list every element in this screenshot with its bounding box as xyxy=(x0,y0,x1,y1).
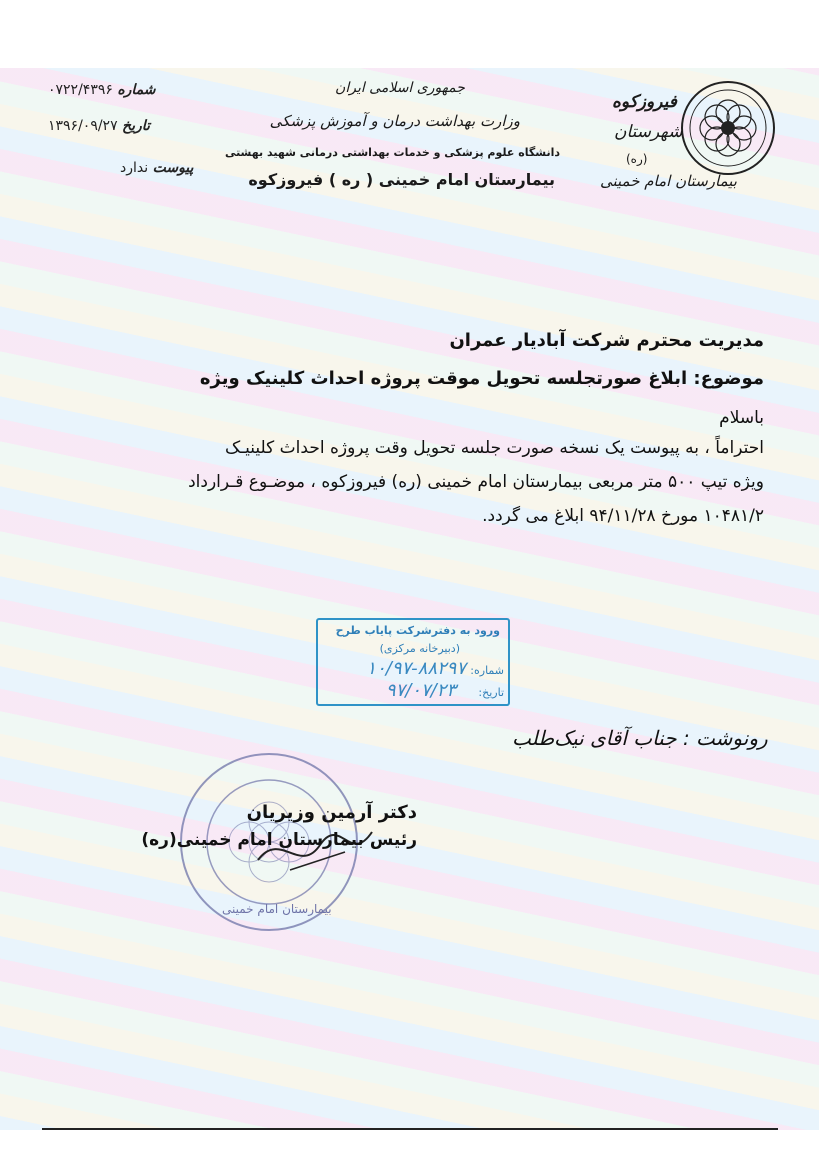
header-line-hospital: بیمارستان امام خمینی ( ره ) فیروزکوه xyxy=(248,170,555,189)
signatory-name: دکتر آرمین وزیریان xyxy=(246,802,417,823)
footer-divider xyxy=(42,1128,778,1130)
attachment-value: ندارد xyxy=(120,160,149,176)
logo-text-firuzkuh: فیروزکوه xyxy=(612,92,677,112)
bottom-margin xyxy=(0,1130,819,1161)
stamp-number-label: شماره: xyxy=(470,664,504,677)
date-value: ۱۳۹۶/۰۹/۲۷ xyxy=(48,118,118,134)
stamp-date-value: ۹۷/۰۷/۲۳ xyxy=(385,680,456,701)
signatory-title: رئیس بیمارستان امام خمینی(ره) xyxy=(141,830,417,850)
stamp-date-label: تاریخ: xyxy=(478,686,504,699)
cc-note: رونوشت : جناب آقای نیک‌طلب xyxy=(512,726,768,750)
body-line-2: ویژه تیپ ۵۰۰ متر مربعی بیمارستان امام خمینی (ره) فیروزکوه ، موضـوع قـرارداد xyxy=(188,472,764,492)
header-line-ministry: وزارت بهداشت درمان و آموزش پزشکی xyxy=(269,112,520,130)
signature-scribble-icon xyxy=(250,820,380,880)
number-label: شماره xyxy=(117,82,156,98)
header-line-university: دانشگاه علوم پزشکی و خدمات بهداشتی درمانی شهید بهشتی xyxy=(224,146,560,159)
handwritten-signature xyxy=(250,820,380,880)
logo-text-hospital: بیمارستان امام خمینی xyxy=(600,172,737,190)
subject: موضوع: ابلاغ صورتجلسه تحویل موقت پروژه احداث کلینیک ویژه xyxy=(199,368,764,389)
stamp-title: ورود به دفترشرکت پایاب طرح xyxy=(335,624,500,637)
greeting: باسلام xyxy=(719,408,764,428)
stamp-number-value: ۱۰/۹۷-۸۸۲۹۷ xyxy=(366,658,466,679)
header-line-republic: جمهوری اسلامی ایران xyxy=(335,80,465,96)
letter-number xyxy=(48,82,156,98)
seal-text: بیمارستان امام خمینی xyxy=(222,902,332,916)
stamp-subtitle: (دبیرخانه مرکزی) xyxy=(379,642,460,655)
number-value: ۰۷۲۲/۴۳۹۶ xyxy=(48,82,113,98)
letter-attachment xyxy=(120,160,193,176)
date-label: تاریخ xyxy=(122,118,150,134)
logo-text-rah: (ره) xyxy=(626,152,648,166)
top-margin xyxy=(0,0,819,68)
letter-date xyxy=(48,118,150,134)
logo-text-shahrestan: شهرستان xyxy=(614,122,683,142)
hospital-logo-icon xyxy=(678,78,778,178)
attachment-label: پیوست xyxy=(152,160,194,176)
body-line-3: ۱۰۴۸۱/۲ مورخ ۹۴/۱۱/۲۸ ابلاغ می گردد. xyxy=(482,506,764,526)
addressee: مدیریت محترم شرکت آبادیار عمران xyxy=(449,330,764,351)
body-line-1: احتراماً ، به پیوست یک نسخه صورت جلسه تحویل وقت پروژه احداث کلینیـک xyxy=(224,438,764,458)
received-stamp xyxy=(316,618,510,706)
